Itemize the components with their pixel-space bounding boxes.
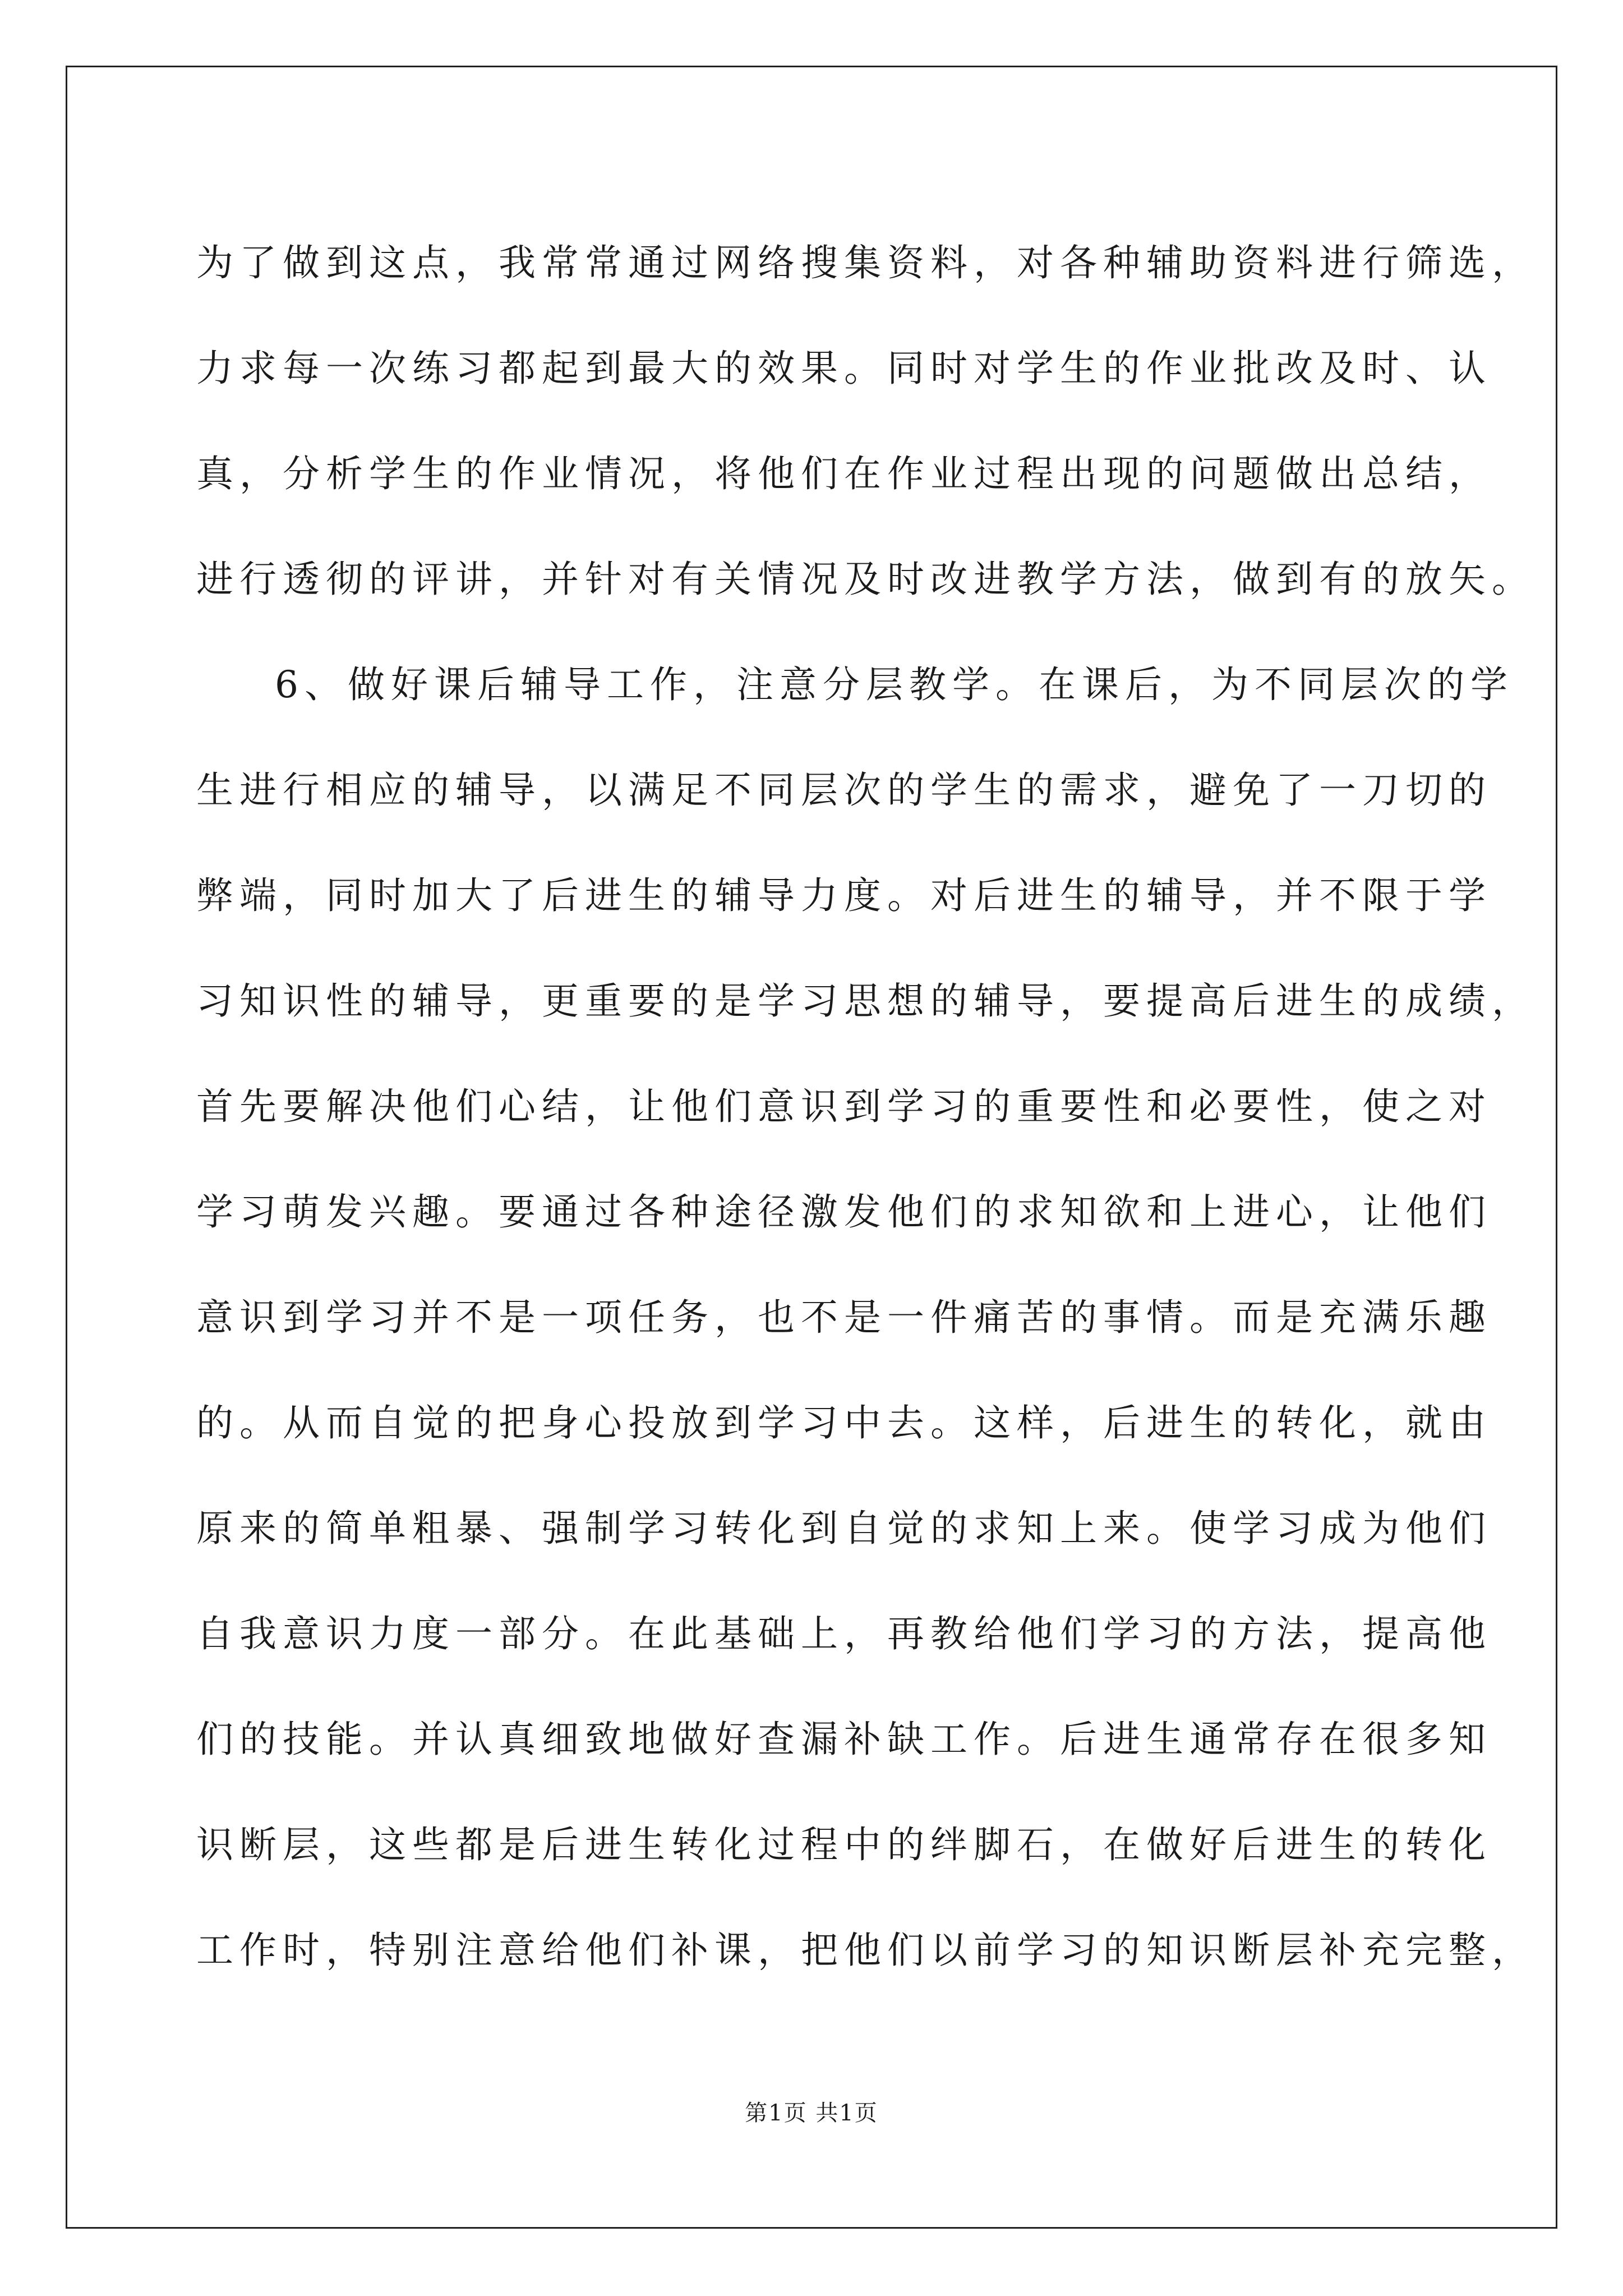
- text-line: 生进行相应的辅导，以满足不同层次的学生的需求，避免了一刀切的: [196, 769, 1492, 812]
- text-line: 为了做到这点，我常常通过网络搜集资料，对各种辅助资料进行筛选，: [196, 241, 1535, 284]
- text-line: 弊端，同时加大了后进生的辅导力度。对后进生的辅导，并不限于学: [196, 874, 1492, 917]
- text-line: 意识到学习并不是一项任务，也不是一件痛苦的事情。而是充满乐趣: [196, 1296, 1492, 1339]
- text-line: 进行透彻的评讲，并针对有关情况及时改进教学方法，做到有的放矢。: [196, 558, 1535, 601]
- text-line: 学习萌发兴趣。要通过各种途径激发他们的求知欲和上进心，让他们: [196, 1190, 1492, 1234]
- text-line: 自我意识力度一部分。在此基础上，再教给他们学习的方法，提高他: [196, 1612, 1492, 1655]
- text-line: 们的技能。并认真细致地做好查漏补缺工作。后进生通常存在很多知: [196, 1718, 1492, 1761]
- text-line: 力求每一次练习都起到最大的效果。同时对学生的作业批改及时、认: [196, 347, 1492, 390]
- text-line: 真，分析学生的作业情况，将他们在作业过程出现的问题做出总结，: [196, 452, 1492, 495]
- page-number-footer: 第1页 共1页: [745, 2100, 878, 2126]
- text-line: 的。从而自觉的把身心投放到学习中去。这样，后进生的转化，就由: [196, 1401, 1492, 1444]
- document-body: [196, 210, 1535, 2003]
- text-line: 工作时，特别注意给他们补课，把他们以前学习的知识断层补充完整，: [196, 1929, 1535, 1972]
- text-line: 原来的简单粗暴、强制学习转化到自觉的求知上来。使学习成为他们: [196, 1507, 1492, 1550]
- text-line: 识断层，这些都是后进生转化过程中的绊脚石，在做好后进生的转化: [196, 1823, 1492, 1866]
- text-line-paragraph-start: 6、做好课后辅导工作，注意分层教学。在课后，为不同层次的学: [275, 663, 1514, 706]
- text-line: 首先要解决他们心结，让他们意识到学习的重要性和必要性，使之对: [196, 1085, 1492, 1128]
- text-line: 习知识性的辅导，更重要的是学习思想的辅导，要提高后进生的成绩，: [196, 979, 1535, 1023]
